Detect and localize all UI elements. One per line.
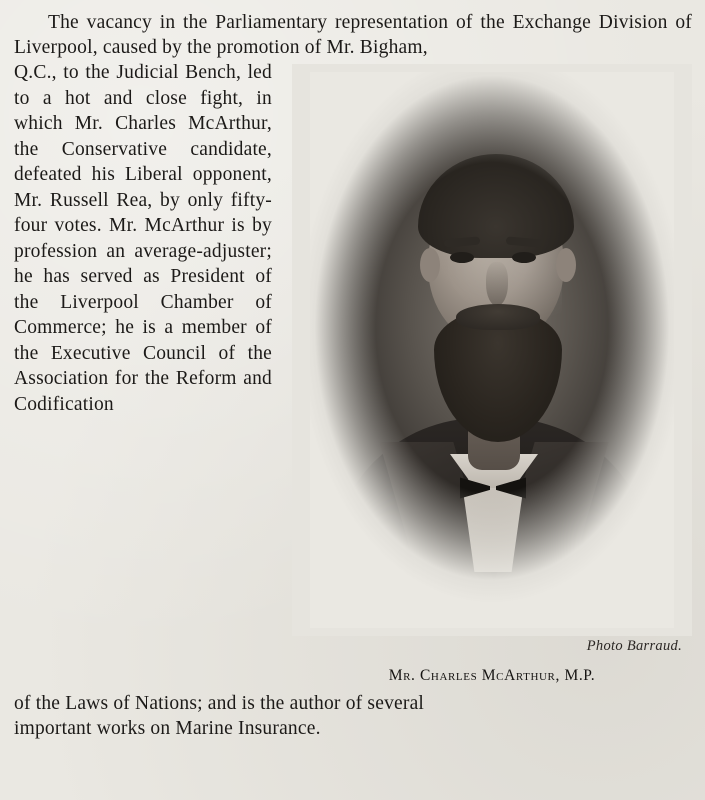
closing-line-1: of the Laws of Nations; and is the author of several — [14, 693, 425, 714]
article-body — [14, 10, 692, 792]
bow-tie — [460, 476, 526, 500]
body-wrap — [14, 60, 692, 684]
figure-caption: Mr. Charles McArthur, M.P. — [388, 667, 596, 684]
hair — [418, 154, 574, 258]
eye-left — [450, 252, 474, 263]
eye-right — [512, 252, 536, 263]
lead-paragraph: The vacancy in the Parliamentary representation of the Exchange Division of Liverpool, caused by the promotion of Mr. Bigham, — [14, 12, 692, 58]
portrait-figure — [292, 64, 692, 685]
moustache — [456, 304, 540, 330]
nose — [486, 262, 508, 306]
closing-paragraph — [14, 685, 692, 741]
portrait-photograph — [310, 72, 674, 628]
photo-credit: Photo Barraud. — [586, 638, 682, 654]
portrait-subject — [310, 72, 674, 628]
left-column-text — [14, 60, 272, 417]
column-paragraph: Q.C., to the Judicial Bench, led to a hot and close fight, in which Mr. Charles McArthur, the Conservative candidate, defeated his Liberal opponent, Mr. Russell Rea, by only fifty-four votes. Mr. McArthur is by profession an average-adjuster; he has served as President of the Liverpool Chamber of Commerce; he is a member of the Executive Council of the Association for the Reform and Codification — [14, 62, 272, 415]
ear-right — [556, 248, 576, 282]
closing-line-2: important works on Marine Insurance. — [14, 718, 321, 739]
portrait-frame — [292, 64, 692, 636]
ear-left — [420, 248, 440, 282]
